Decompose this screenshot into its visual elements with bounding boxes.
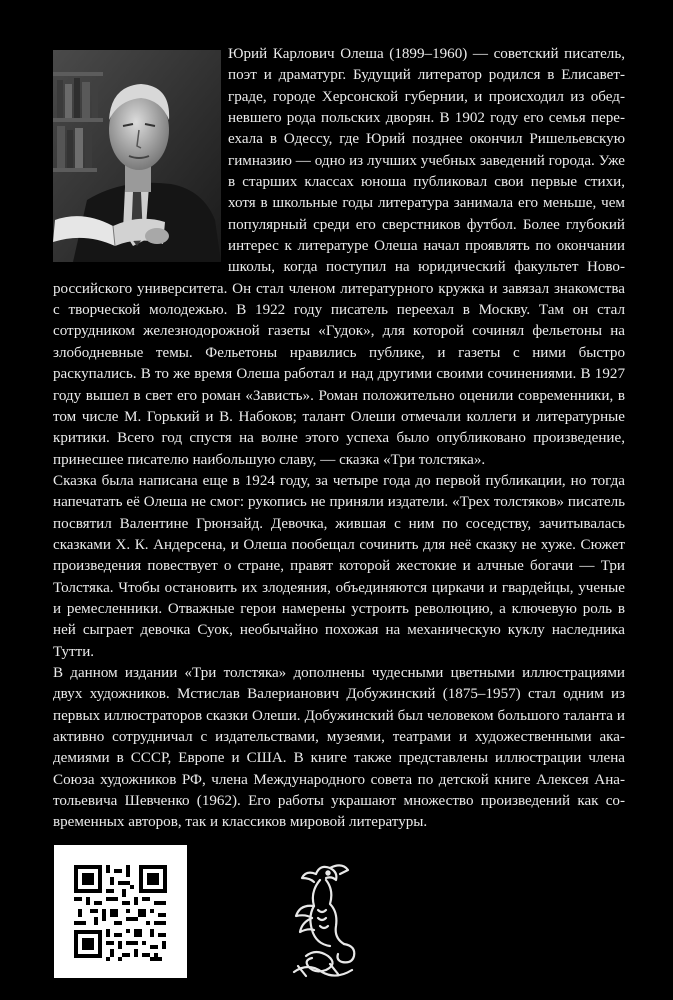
- annotation-text: [53, 44, 625, 834]
- qr-code-icon: [54, 845, 187, 978]
- paragraph-edition: В данном издании «Три толстяка» дополнены чудесными цветными иллюстрациями двух художников. Мстислав Валерианович Добужинский (1875–1957) стал одним из первых иллюстраторов сказки Олеши. Добужинский был человеком большого таланта и активно сотрудничал с издательствами, музеями, театрами и художественными академиями в СССР, Европе и США. В книге также представлены иллюстрации члена Союза художников РФ, члена Международного совета по детской книге Алексея Анатольевича Шевченко (1962). Его работы украшают множество произведений как современных авторов, так и классиков мировой литературы.: [53, 664, 625, 831]
- publisher-emblem: [286, 860, 362, 978]
- publisher-emblem-icon: [286, 860, 362, 978]
- qr-code: [54, 845, 187, 978]
- paragraph-fairy-tale: Сказка была написана еще в 1924 году, за четыре года до первой публикации, но тогда напечатать её Олеша не смог: рукопись не приняли издатели. «Трех толстяков» писатель посвятил Валентине Грюнзайд. Девочка, жившая с ним по соседству, зачитывалась сказками Х. К. Андерсена, и Олеша пообещал сочинить для неё сказку не хуже. Сюжет произведения повествует о стране, правят которой жестокие и алчные богачи — Три Толстяка. Чтобы остановить их злодеяния, объединяются циркачи и гвардейцы, ученые и ремесленники. Отважные герои намерены устроить революцию, а ключевую роль в ней сыграет девочка Суок, необычайно похожая на механическую куклу наследника Тутти.: [53, 472, 625, 660]
- author-portrait-icon: [53, 50, 221, 262]
- author-photo: [53, 50, 221, 262]
- paragraph-biography: Юрий Карлович Олеша (1899–1960) — советский писатель, поэт и драматург. Будущий литератор родился в Елисаветграде, городе Херсонской губернии, и происходил из обедневшего рода польских дворян. В 1902 году его семья переехала в Одессу, где Юрий позднее окончил Ришельевскую гимназию — одно из лучших учебных заведений города. Уже в старших классах юноша публиковал свои первые стихи, хотя в школьные годы литература занимала его меньше, чем популярный среди его сверстников футбол. Более глубокий интерес к литературе Олеша начал проявлять по окончании школы, когда поступил на юридический факультет Новороссийского университета. Он стал членом литературного кружка и завязал знакомства с творческой молодежью. В 1922 году писатель переехал в Москву. Там он стал сотрудником железнодорожной газеты «Гудок», для которой сочинял фельетоны на злободневные темы. Фельетоны нравились публике, и газеты с ними быстро раскупались. В то же время Олеша работал и над другими своими сочинениями. В 1927 году вышел в свет его роман «Зависть». Роман положительно оценили современники, в том числе М. Горький и В. Набоков; талант Олеши отмечали коллеги и литературные критики. Всего год спустя на волне этого успеха было опубликовано произведение, принесшее писателю наибольшую славу, — сказка «Три толстяка».: [53, 46, 625, 468]
